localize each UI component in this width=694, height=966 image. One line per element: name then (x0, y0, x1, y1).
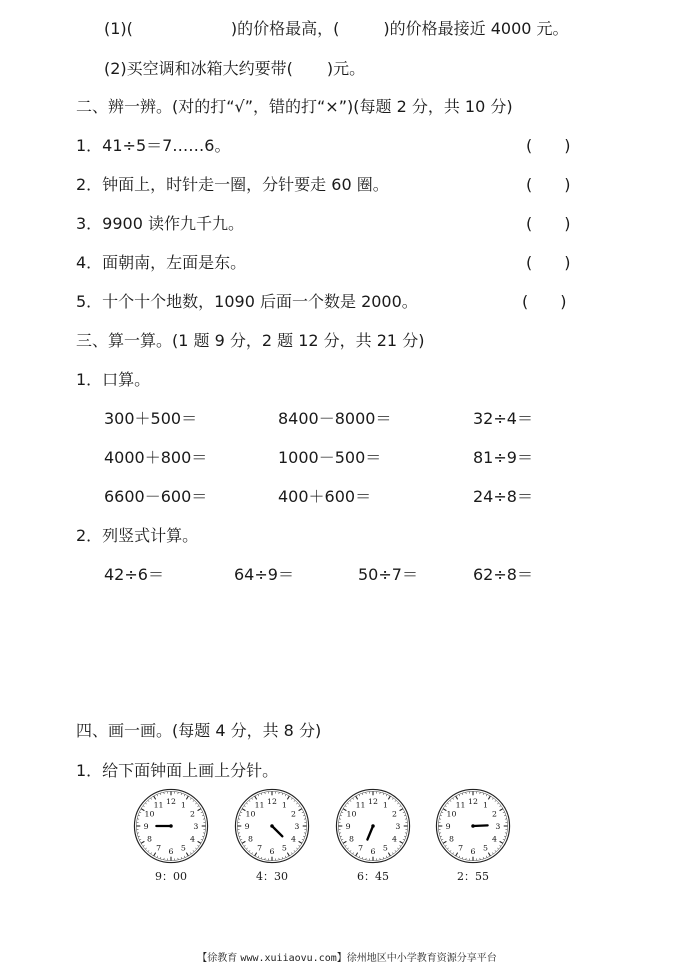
hour-hand (473, 825, 488, 826)
clock-number: 8 (146, 834, 152, 844)
q-part1-text-c: )的价格最接近 4000 元。 (383, 19, 569, 38)
page-footer (0, 953, 694, 965)
oral-calc-item: 8400－8000＝ (278, 409, 392, 428)
clock-number: 1 (281, 800, 287, 810)
clock-center-pin (371, 824, 375, 828)
clock-svg[interactable] (233, 787, 311, 865)
clock-number: 10 (346, 809, 357, 819)
clock-number: 10 (144, 809, 155, 819)
section4-title: 四、画一画。(每题 4 分，共 8 分) (76, 721, 322, 740)
judge-item-3: 3．9900 读作九千九。 (76, 214, 244, 233)
judge-answer-paren-2[interactable]: ( ) (526, 175, 571, 194)
clock-number: 11 (254, 800, 265, 810)
clock-number: 3 (395, 821, 401, 831)
clock-number: 7 (358, 843, 364, 853)
clock-number: 6 (470, 846, 476, 856)
clock-number: 12 (368, 797, 378, 807)
clock-number: 12 (267, 797, 277, 807)
clock-face-2[interactable] (233, 787, 311, 865)
clock-number: 6 (370, 846, 376, 856)
clock-number: 4 (190, 834, 196, 844)
clock-number: 8 (448, 834, 454, 844)
clock-number: 7 (257, 843, 263, 853)
oral-calc-item: 1000－500＝ (278, 448, 382, 467)
clock-number: 5 (281, 843, 287, 853)
clock-number: 1 (382, 800, 388, 810)
vertical-calc-item: 42÷6＝ (104, 565, 164, 584)
clock-time-label: 6：45 (357, 870, 389, 883)
clock-number: 11 (355, 800, 366, 810)
clock-number: 10 (245, 809, 256, 819)
judge-item-2: 2．钟面上，时针走一圈，分针要走 60 圈。 (76, 175, 389, 194)
clock-number: 9 (143, 821, 149, 831)
clock-number: 3 (193, 821, 199, 831)
oral-calc-item: 4000＋800＝ (104, 448, 208, 467)
q-part2-text-a: (2)买空调和冰箱大约要带( (104, 59, 293, 78)
footer-prefix: 【徐教育 (197, 953, 241, 964)
clock-number: 12 (166, 797, 176, 807)
judge-item-4: 4．面朝南，左面是东。 (76, 253, 247, 272)
judge-answer-paren-1[interactable]: ( ) (526, 136, 571, 155)
oral-calc-item: 81÷9＝ (473, 448, 533, 467)
oral-calc-item: 32÷4＝ (473, 409, 533, 428)
draw-hand-heading: 1．给下面钟面上画上分针。 (76, 761, 279, 780)
judge-item-5: 5．十个十个地数，1090 后面一个数是 2000。 (76, 292, 418, 311)
clock-center-pin (471, 824, 475, 828)
clock-number: 9 (445, 821, 451, 831)
clock-number: 2 (492, 809, 498, 819)
clock-number: 12 (468, 797, 478, 807)
clock-svg[interactable] (434, 787, 512, 865)
clock-number: 2 (190, 809, 196, 819)
vertical-calc-heading: 2．列竖式计算。 (76, 526, 199, 545)
section2-title: 二、辨一辨。(对的打“√”，错的打“×”)(每题 2 分，共 10 分) (76, 97, 513, 116)
clock-number: 5 (482, 843, 488, 853)
clock-number: 2 (392, 809, 398, 819)
clock-number: 6 (269, 846, 275, 856)
clock-center-pin (169, 824, 173, 828)
q-part2-text-b: )元。 (326, 59, 366, 78)
section3-title: 三、算一算。(1 题 9 分，2 题 12 分，共 21 分) (76, 331, 425, 350)
clock-number: 8 (348, 834, 354, 844)
clock-number: 1 (180, 800, 186, 810)
q-part2-line (104, 58, 365, 80)
clock-time-label: 2：55 (457, 870, 489, 883)
judge-item-1: 1．41÷5＝7……6。 (76, 136, 231, 155)
clock-number: 5 (382, 843, 388, 853)
clock-number: 4 (392, 834, 398, 844)
vertical-calc-item: 62÷8＝ (473, 565, 533, 584)
clock-number: 9 (244, 821, 250, 831)
footer-site-link[interactable]: www.xuiiaovu.com (240, 953, 337, 964)
clock-face-3[interactable] (334, 787, 412, 865)
vertical-calc-item: 50÷7＝ (358, 565, 418, 584)
oral-calc-item: 24÷8＝ (473, 487, 533, 506)
clock-face-1[interactable] (132, 787, 210, 865)
clock-svg[interactable] (334, 787, 412, 865)
clock-number: 4 (291, 834, 297, 844)
clock-number: 8 (247, 834, 253, 844)
clock-face-4[interactable] (434, 787, 512, 865)
q-part1-text-b: )的价格最高，( (230, 19, 340, 38)
clock-number: 5 (180, 843, 186, 853)
clock-number: 7 (458, 843, 464, 853)
clock-number: 10 (446, 809, 457, 819)
oral-calc-heading: 1．口算。 (76, 370, 151, 389)
clock-number: 11 (153, 800, 164, 810)
clock-center-pin (270, 824, 274, 828)
clock-number: 9 (345, 821, 351, 831)
clock-number: 4 (492, 834, 498, 844)
clock-number: 6 (168, 846, 174, 856)
judge-answer-paren-4[interactable]: ( ) (526, 253, 571, 272)
judge-answer-paren-3[interactable]: ( ) (526, 214, 571, 233)
clock-number: 1 (482, 800, 488, 810)
clock-number: 7 (156, 843, 162, 853)
oral-calc-item: 6600－600＝ (104, 487, 208, 506)
judge-answer-paren-5[interactable]: ( ) (522, 292, 567, 311)
clock-number: 2 (291, 809, 297, 819)
clock-time-label: 4：30 (256, 870, 288, 883)
footer-suffix: 】徐州地区中小学教育资源分享平台 (336, 953, 497, 964)
q-part1-line (104, 18, 569, 40)
clock-number: 11 (455, 800, 466, 810)
clock-svg[interactable] (132, 787, 210, 865)
clock-time-label: 9：00 (155, 870, 187, 883)
clock-number: 3 (294, 821, 300, 831)
oral-calc-item: 400＋600＝ (278, 487, 372, 506)
clock-number: 3 (495, 821, 501, 831)
q-part1-text-a: (1)( (104, 19, 133, 38)
oral-calc-item: 300＋500＝ (104, 409, 198, 428)
vertical-calc-item: 64÷9＝ (234, 565, 294, 584)
